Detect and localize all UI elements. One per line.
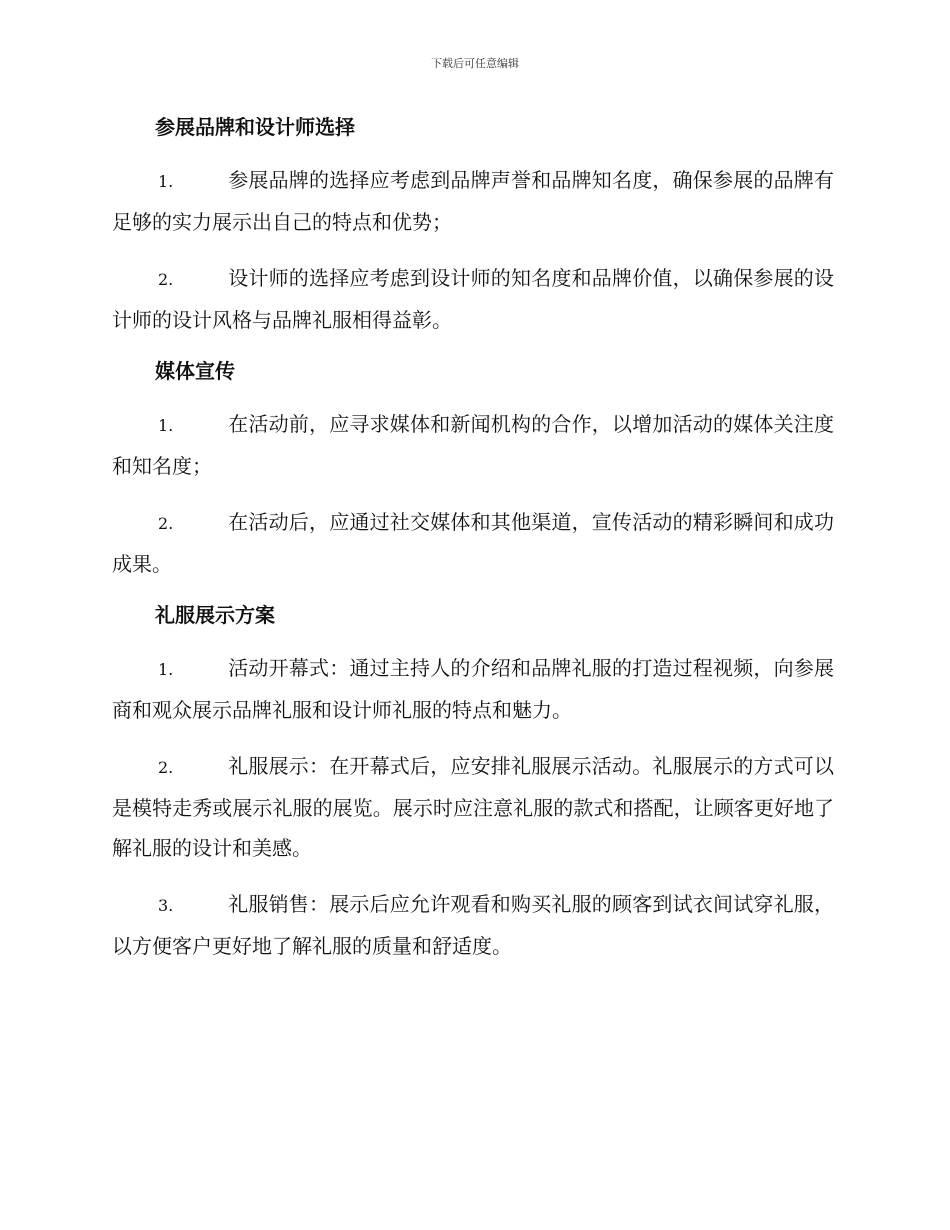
list-item-text: 活动开幕式：通过主持人的介绍和品牌礼服的打造过程视频，向参展商和观众展示品牌礼服和设计师礼服的特点和魅力。: [112, 656, 834, 722]
list-item-number: 2.: [158, 270, 174, 289]
document-body: [112, 112, 834, 982]
list-item-text: 在活动前，应寻求媒体和新闻机构的合作，以增加活动的媒体关注度和知名度；: [112, 412, 834, 478]
section-brand-designer: [112, 112, 834, 340]
list-item-number: 2.: [158, 514, 174, 533]
list-item-number: 1.: [158, 416, 174, 435]
list-item: [112, 258, 834, 340]
list-item: [112, 502, 834, 584]
list-item: [112, 404, 834, 486]
list-item-text: 礼服展示：在开幕式后，应安排礼服展示活动。礼服展示的方式可以是模特走秀或展示礼服的展览。展示时应注意礼服的款式和搭配，让顾客更好地了解礼服的设计和美感。: [112, 754, 834, 860]
section-heading: 媒体宣传: [155, 359, 235, 383]
list-item-number: 1.: [158, 172, 174, 191]
list-item: [112, 884, 834, 966]
section-heading: 礼服展示方案: [155, 603, 275, 627]
list-item-number: 1.: [158, 660, 174, 679]
list-item: [112, 648, 834, 730]
list-item: [112, 746, 834, 868]
section-media: [112, 356, 834, 584]
list-item-text: 在活动后，应通过社交媒体和其他渠道，宣传活动的精彩瞬间和成功成果。: [112, 510, 834, 576]
list-item-text: 礼服销售：展示后应允许观看和购买礼服的顾客到试衣间试穿礼服，以方便客户更好地了解礼服的质量和舒适度。: [112, 892, 834, 958]
list-item-number: 3.: [158, 896, 174, 915]
list-item-number: 2.: [158, 758, 174, 777]
section-dress-show: [112, 600, 834, 966]
list-item-text: 设计师的选择应考虑到设计师的知名度和品牌价值，以确保参展的设计师的设计风格与品牌礼服相得益彰。: [112, 266, 834, 332]
section-heading: 参展品牌和设计师选择: [155, 115, 355, 139]
list-item: [112, 160, 834, 242]
list-item-text: 参展品牌的选择应考虑到品牌声誉和品牌知名度，确保参展的品牌有足够的实力展示出自己的特点和优势；: [112, 168, 834, 234]
page-header-note: 下载后可任意编辑: [431, 57, 519, 70]
